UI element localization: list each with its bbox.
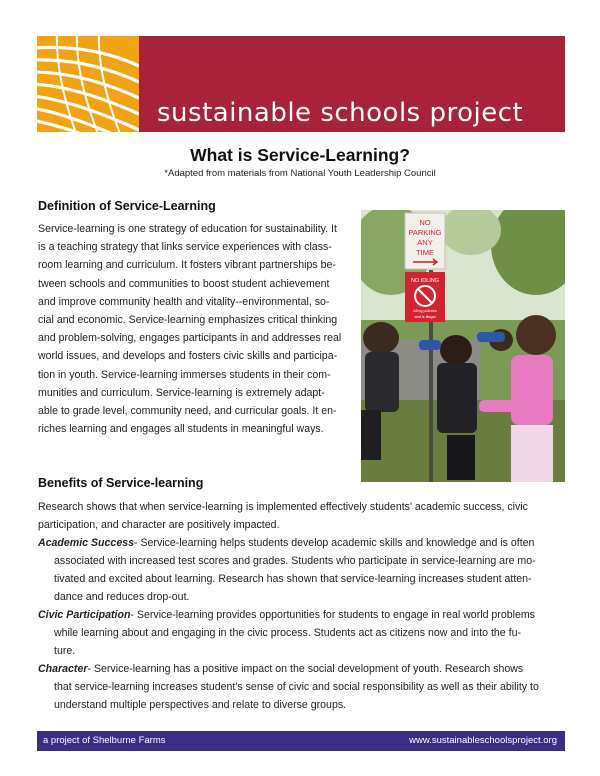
sun-logo-icon <box>37 36 139 132</box>
definition-line: is a teaching strategy that links service experiences with class- <box>38 241 332 254</box>
students-sign-photo <box>361 210 565 482</box>
benefit-civic-participation <box>38 606 564 660</box>
definition-line: and improve community health and vitality--environmental, so- <box>38 295 330 308</box>
banner-title: sustainable schools project <box>157 98 524 128</box>
benefit-line: tivated and excited about learning. Research has shown that service-learning increases student atten- <box>54 573 532 585</box>
benefit-line: that service-learning increases student's sense of civic and social responsibility as well as their ability to <box>54 681 539 693</box>
footer-credit: a project of Shelburne Farms <box>43 735 166 746</box>
page-title: What is Service-Learning? <box>190 145 410 165</box>
sign-bottom-line: NO IDLING <box>410 278 440 284</box>
benefit-line: dance and reduces drop-out. <box>54 591 190 603</box>
sign-top-line: PARKING <box>408 228 442 237</box>
benefit-term: Academic Success <box>38 537 134 549</box>
sign-top-line: TIME <box>416 248 434 257</box>
sign-bottom-line: and is illegal <box>414 315 436 319</box>
definition-line: riches learning and engages all students in meaningful ways. <box>38 423 324 436</box>
benefit-line: ture. <box>54 645 76 657</box>
benefits-intro <box>38 498 564 534</box>
definition-line: tween schools and communities to boost student achievement <box>38 277 330 290</box>
benefit-line: - Service-learning provides opportunities for students to engage in real world problems <box>130 609 535 621</box>
definition-line: Service-learning is one strategy of education for sustainability. It <box>38 223 337 235</box>
benefits-heading: Benefits of Service-learning <box>38 476 204 490</box>
benefit-term: Civic Participation <box>38 609 131 621</box>
benefit-line: - Service-learning helps students develop academic skills and knowledge and is often <box>134 537 535 549</box>
benefit-line: while learning about and engaging in the civic process. Students act as citizens now and into the fu- <box>54 627 521 639</box>
definition-line: able to grade level, community need, and curricular goals. It en- <box>38 405 337 418</box>
sign-top-line: NO <box>419 218 431 227</box>
sign-top-line: ANY <box>417 238 433 247</box>
benefit-character <box>38 660 564 714</box>
benefit-line: understand multiple perspectives and relate to diverse groups. <box>54 699 347 711</box>
benefit-line: associated with increased test scores and grades. Students who participate in service-learning are mo- <box>54 555 536 567</box>
definition-line: room learning and curriculum. It fosters vibrant partnerships be- <box>38 259 336 272</box>
benefit-term: Character <box>38 663 88 675</box>
benefit-line: - Service-learning has a positive impact on the social development of youth. Research shows <box>87 663 524 675</box>
definition-line: cial and economic. Service-learning emphasizes critical thinking <box>38 314 338 327</box>
benefits-intro-line: participation, and character are positively impacted. <box>38 519 280 531</box>
definition-line: world issues, and develops and fosters civic skills and participa- <box>38 350 338 363</box>
benefit-academic-success <box>38 534 564 606</box>
footer-bar <box>37 731 565 751</box>
footer-website-link[interactable]: www.sustainableschoolsproject.org <box>409 735 557 746</box>
definition-line: munities and curriculum. Service-learning is extremely adapt- <box>38 386 325 399</box>
benefits-intro-line: Research shows that when service-learning is implemented effectively students' academic success, civic <box>38 501 528 513</box>
header-banner <box>37 36 565 132</box>
definition-line: and problem-solving, engages participants in and addresses real <box>38 332 342 345</box>
sign-bottom-line: Idling pollutes <box>413 309 437 313</box>
definition-body <box>38 220 354 438</box>
page-subtitle: *Adapted from materials from National Youth Leadership Council <box>164 168 436 179</box>
definition-heading: Definition of Service-Learning <box>38 199 216 213</box>
definition-line: tion in youth. Service-learning immerses students in their com- <box>38 368 331 381</box>
